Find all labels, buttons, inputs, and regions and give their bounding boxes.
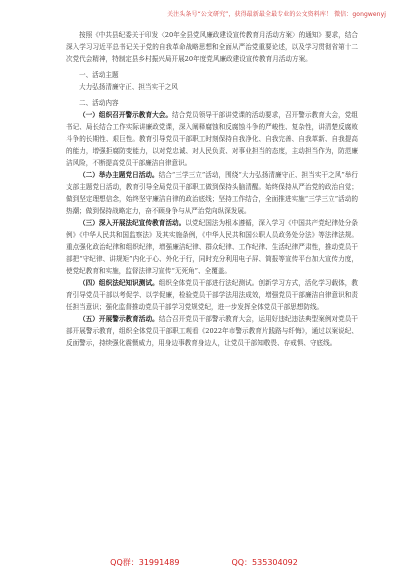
content-item-lead: （四）组织法纪知识测试。 bbox=[79, 279, 159, 287]
document-body bbox=[66, 29, 358, 349]
section-heading-content: 二、活动内容 bbox=[79, 99, 119, 107]
footer-contact bbox=[0, 557, 408, 568]
content-item-body: 以党纪国法为根本遵循，深入学习《中国共产党纪律处分条例》《中华人民共和国监察法》及其实施条例，《中华人民共和国公职人员政务处分法》等法律法规。重点强化政治纪律和组织纪律，增强廉洁纪律、群众纪律、工作纪律、生活纪律严肃性，推动党员干部把“守纪律、讲规矩”内化于心、外化于行，同时充分利用电子屏、简报等宣传平台加大宣传力度，使党纪教育和实施，监督法律习宣传“无死角”、全覆盖。 bbox=[66, 219, 359, 275]
footer-qq: QQ：535304092 bbox=[231, 558, 298, 567]
content-item bbox=[66, 169, 358, 217]
content-item bbox=[66, 109, 358, 169]
content-item-lead: （五）开展警示教育活动。 bbox=[79, 315, 159, 323]
content-item-body: 结合“三学三立”活动，围绕“大力弘扬清廉守正、担当实干之风”举行支部主题党日活动，教育引导全局党员干部职工做到保持头脑清醒。始终保持从严治党的政治自觉；做到坚定理想信念，始终坚守廉洁自律的政治底线；坚持工作结合，全面推进实施“三学三立”活动的热潮；做到保持战略定力，奋不顾身争与从严治党向纵深发展。 bbox=[66, 171, 359, 215]
content-item-body: 结合党员领导干部讲党课的活动要求，召开警示教育大会，党组书记、局长结合工作实际讲廉政党课，深入阐释腐蚀和反腐蚀斗争的严峻性、复杂性，讲清楚反腐败斗争的长期性、艰巨性。教育引导党员干部职工时刻保持自我净化、自我完善、自我革新、自我提高的能力，增强拒腐防变能力，以对党忠诚、对人民负责、对事业担当的态度，主动担当作为，防范廉洁风险，不断提高党员干部廉洁自律意识。 bbox=[66, 111, 359, 167]
content-item-lead: （二）举办主题党日活动。 bbox=[79, 171, 159, 179]
content-item-body: 组织全体党员干部进行法纪测试。创新学习方式，活化学习载体，教育引导党员干部以考促学、以学促廉，检验党员干部学法用法成效，增强党员干部廉洁自律意识和责任担当意识；强化监督推动党员干部学习党规党纪，进一步发挥全体党员干部思想防线。 bbox=[66, 279, 359, 311]
content-item bbox=[66, 313, 358, 349]
header-watermark: 关注头条号“公文研究”，获得最新最全最专业的公文资料库！ 微信：gongwenyj bbox=[167, 11, 386, 18]
content-item bbox=[66, 217, 358, 277]
section-heading-theme: 一、活动主题 bbox=[79, 71, 119, 79]
content-item bbox=[66, 277, 358, 313]
intro-paragraph: 按照《中共县纪委关于印发〈20年全县党风廉政建设宣传教育月活动方案〉的通知》要求，结合深入学习习近平总书记关于党的自我革命战略思想和全面从严治党重要论述，以及学习贯彻省第十二次党代会精神，特制定县乡村振兴局开展20年度党风廉政建设宣传教育月活动方案。 bbox=[66, 31, 358, 63]
content-item-lead: （一）组织召开警示教育大会。 bbox=[79, 111, 173, 119]
footer-qq-group: QQ群：31991489 bbox=[110, 558, 180, 567]
content-item-body: 结合召开党员干部警示教育大会，运用好违纪违法典型案例对党员干部开展警示教育，组织全体党员干部职工观看《2022年市警示教育片践路与纤悔》，通过以案说纪、反面警示，持续强化震慑威力，用身边事教育身边人，让党员干部知敬畏、存戒惧、守底线。 bbox=[66, 315, 359, 347]
theme-text: 大力弘扬清廉守正、担当实干之风 bbox=[79, 83, 178, 91]
content-item-lead: （三）深入开展法纪宣传教育活动。 bbox=[79, 219, 186, 227]
